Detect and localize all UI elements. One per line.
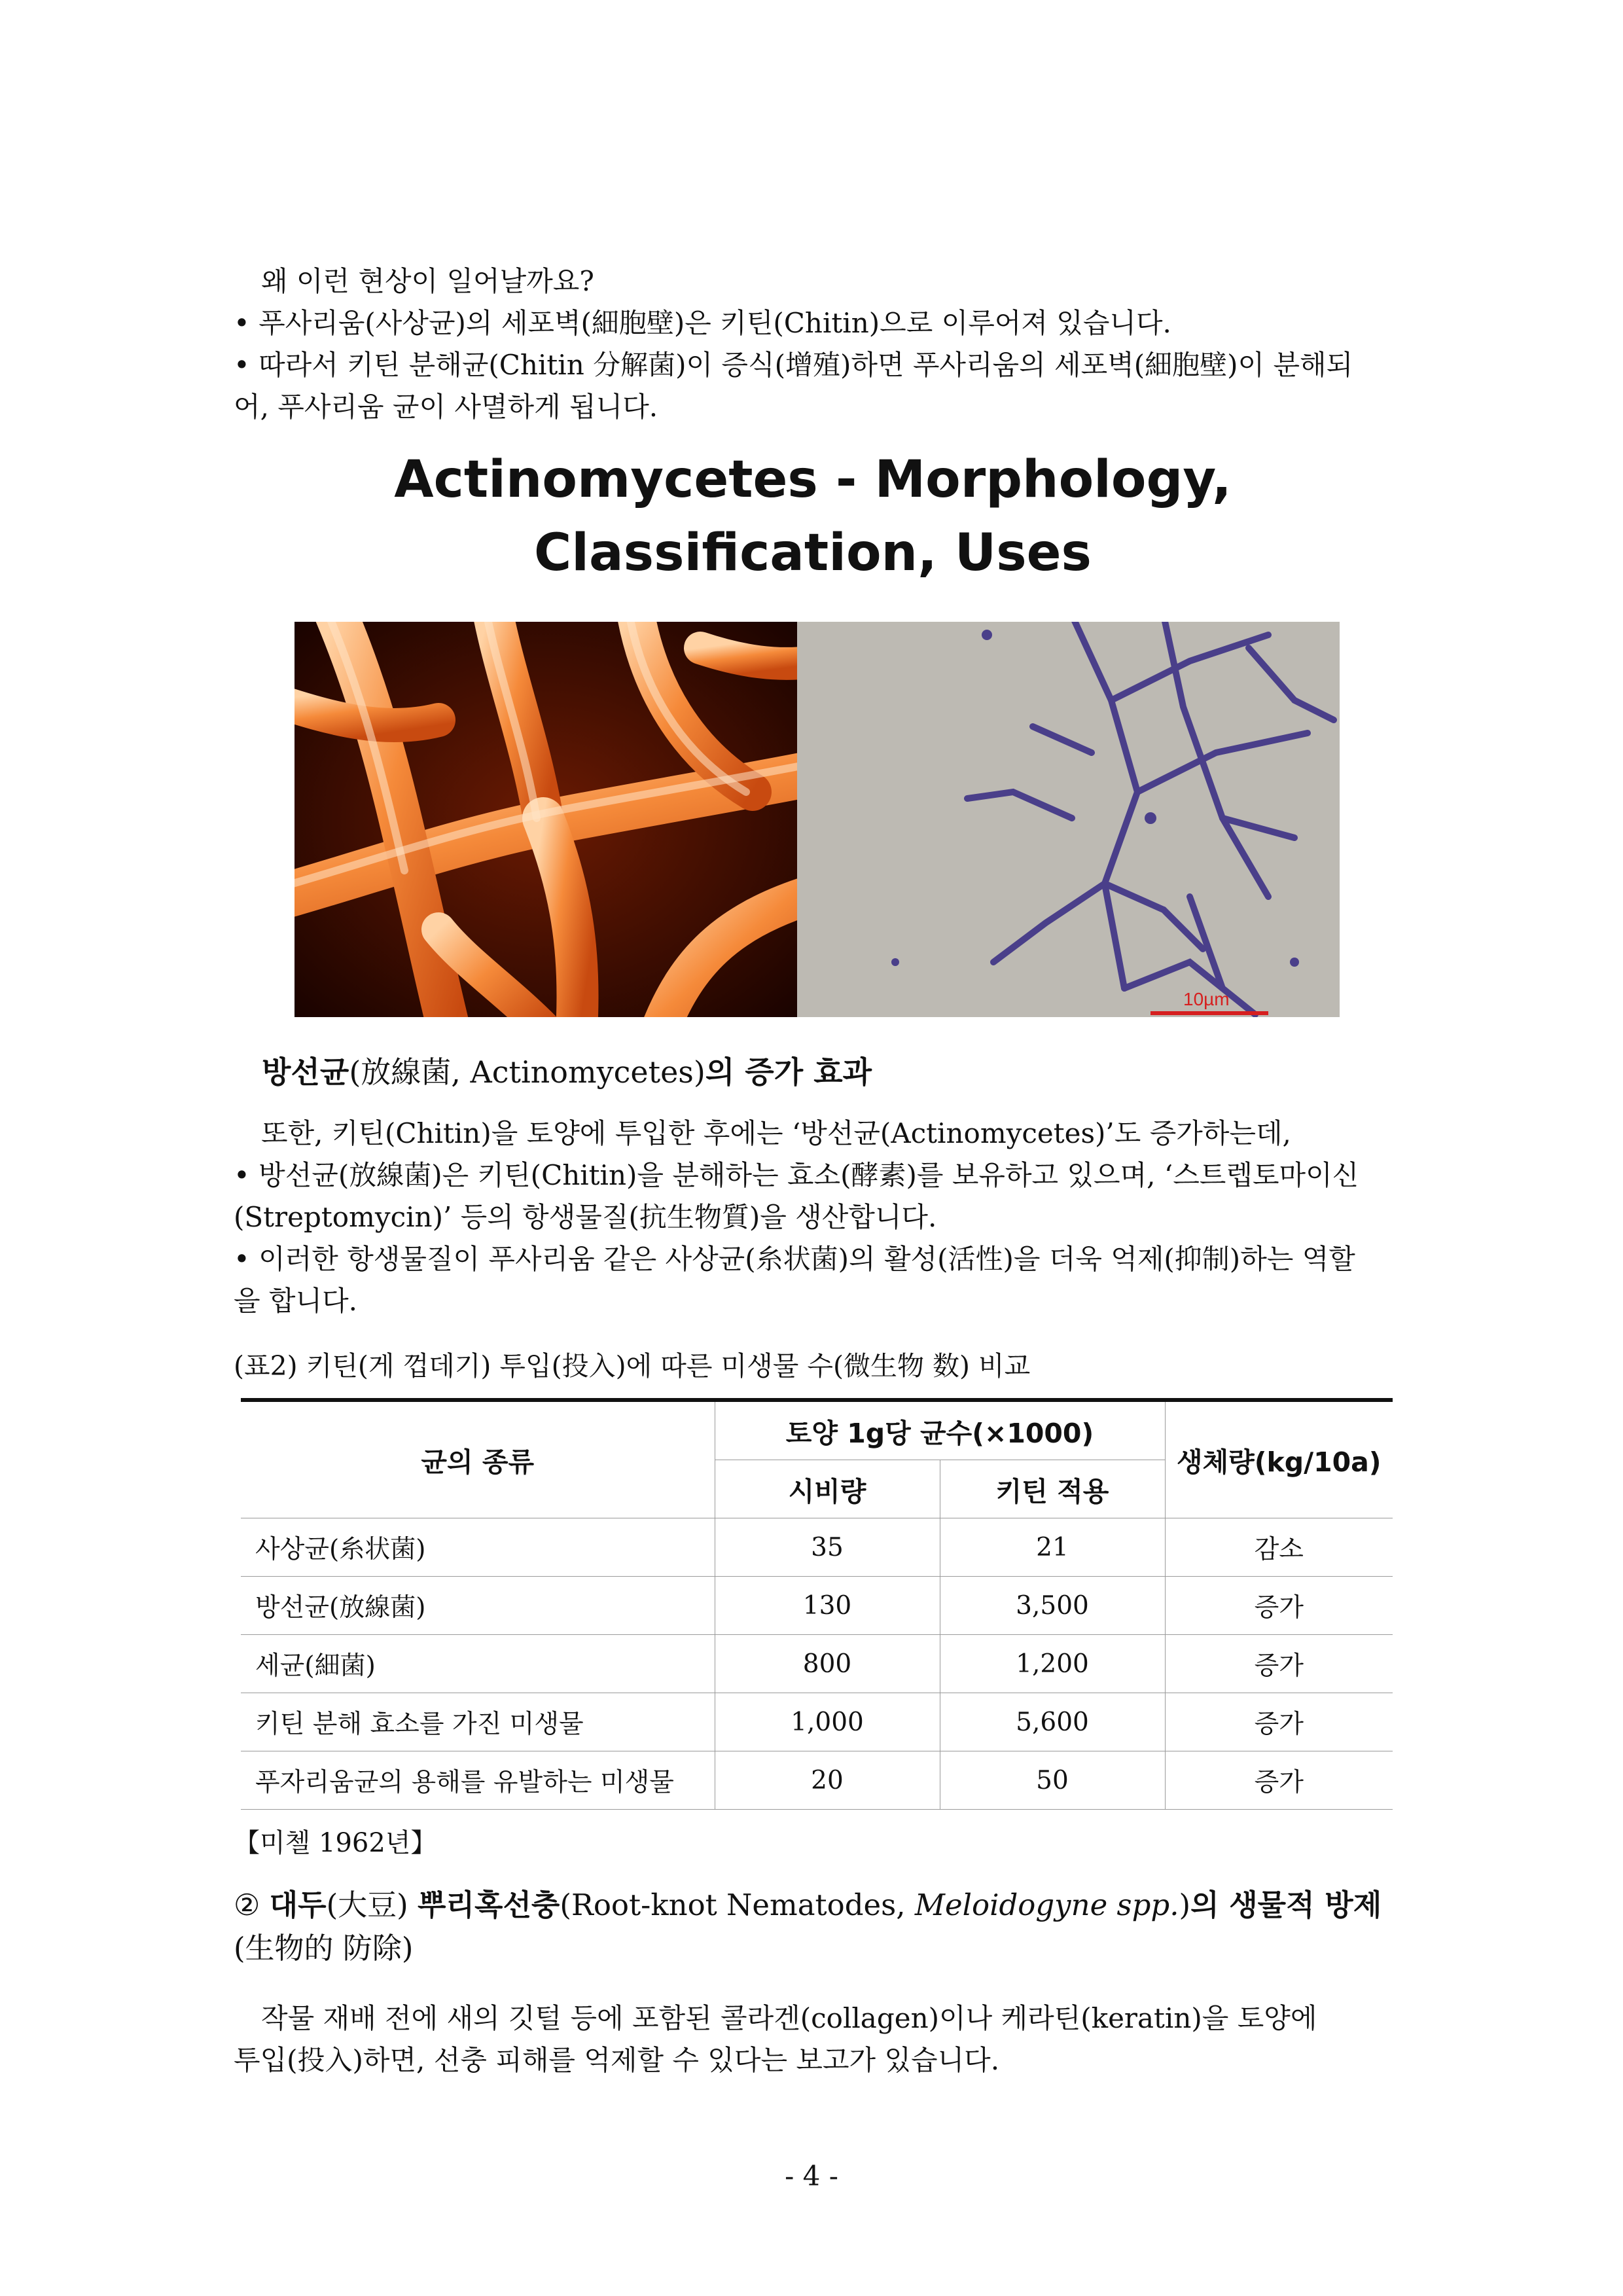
row-biomass: 증가 (1165, 1751, 1393, 1810)
row-fert: 1,000 (715, 1693, 940, 1751)
figure-title-line-2: Classification, Uses (534, 524, 1092, 583)
row-biomass: 증가 (1165, 1635, 1393, 1693)
header-biomass: 생체량(kg/10a) (1165, 1400, 1393, 1518)
intro-bullet-2-line-2: 어, 푸사리움 균이 사멸하게 됩니다. (234, 391, 658, 423)
subsection-bold-2: 뿌리혹선충 (418, 1888, 560, 1922)
row-chitin: 21 (940, 1518, 1165, 1577)
subsection-title (234, 1884, 1392, 1970)
subsection-paragraph-line-1: 작물 재배 전에 새의 깃털 등에 포함된 콜라겐(collagen)이나 케라틴(keratin)을 토양에 (261, 2002, 1317, 2034)
table-caption: (표2) 키틴(게 껍데기) 투입(投入)에 따른 미생물 수(微生物 数) 비교 (234, 1350, 1031, 1382)
intro-question: 왜 이런 현상이 일어날까요? (261, 265, 594, 297)
sem-micrograph-image (294, 622, 797, 1017)
header-count-group: 토양 1g당 균수(×1000) (715, 1400, 1165, 1460)
row-chitin: 1,200 (940, 1635, 1165, 1693)
subsection-bold-3: 의 생물적 방제 (1190, 1888, 1382, 1922)
subsection-bold-1: 대두 (269, 1888, 327, 1922)
section-title-mid: (放線菌, Actinomycetes) (349, 1054, 705, 1090)
table-row (241, 1693, 1393, 1751)
section-bullet-2-line-1: • 이러한 항생물질이 푸사리움 같은 사상균(糸状菌)의 활성(活性)을 더욱 억제(抑制)하는 역할 (234, 1243, 1355, 1275)
sem-filaments-graphic (294, 622, 797, 1017)
section-paragraph: 또한, 키틴(Chitin)을 토양에 투입한 후에는 ‘방선균(Actinomycetes)’도 증가하는데, (261, 1117, 1291, 1149)
section-title-bold-1: 방선균 (262, 1054, 349, 1090)
page-number: - 4 - (785, 2160, 838, 2192)
table-source: 【미첼 1962년】 (234, 1828, 437, 1858)
section-title-bold-2: 의 증가 효과 (705, 1054, 872, 1090)
row-biomass: 증가 (1165, 1577, 1393, 1635)
subsection-line-2: (生物的 防除) (234, 1931, 414, 1965)
row-name: 방선균(放線菌) (241, 1577, 715, 1635)
section-bullet-1-line-1: • 방선균(放線菌)은 키틴(Chitin)을 분해하는 효소(酵素)를 보유하고 있으며, ‘스트렙토마이신 (234, 1159, 1359, 1191)
stained-filaments-graphic (797, 622, 1340, 1017)
row-chitin: 5,600 (940, 1693, 1165, 1751)
subsection-paren-open: (Root-knot Nematodes, (560, 1888, 915, 1922)
row-fert: 130 (715, 1577, 940, 1635)
row-name: 사상균(糸状菌) (241, 1518, 715, 1577)
row-fert: 800 (715, 1635, 940, 1693)
section-bullet-1-line-2: (Streptomycin)’ 등의 항생물질(抗生物質)을 생산합니다. (234, 1201, 937, 1233)
light-micrograph-image (797, 622, 1340, 1017)
intro-bullet-1: • 푸사리움(사상균)의 세포벽(細胞壁)은 키틴(Chitin)으로 이루어져 있습니다. (234, 307, 1171, 339)
header-type: 균의 종류 (241, 1400, 715, 1518)
row-fert: 20 (715, 1751, 940, 1810)
microbe-count-table (241, 1398, 1393, 1810)
header-fert: 시비량 (715, 1460, 940, 1518)
section-bullet-2-line-2: 을 합니다. (234, 1285, 357, 1317)
row-fert: 35 (715, 1518, 940, 1577)
row-biomass: 감소 (1165, 1518, 1393, 1577)
subsection-number: ② (234, 1888, 260, 1922)
table-row (241, 1518, 1393, 1577)
header-chitin: 키틴 적용 (940, 1460, 1165, 1518)
table-header-row-1 (241, 1400, 1393, 1460)
row-chitin: 3,500 (940, 1577, 1165, 1635)
row-name: 푸자리움균의 용해를 유발하는 미생물 (241, 1751, 715, 1810)
subsection-han: (大豆) (326, 1888, 408, 1922)
figure-title-line-1: Actinomycetes - Morphology, (394, 450, 1232, 509)
scale-bar-label: 10µm (1183, 989, 1230, 1009)
intro-bullet-2-line-1: • 따라서 키틴 분해균(Chitin 分解菌)이 증식(增殖)하면 푸사리움의 세포벽(細胞壁)이 분해되 (234, 349, 1353, 381)
row-name: 키틴 분해 효소를 가진 미생물 (241, 1693, 715, 1751)
table-row (241, 1635, 1393, 1693)
row-chitin: 50 (940, 1751, 1165, 1810)
section-title (262, 1051, 872, 1093)
subsection-paren-close: ) (1179, 1888, 1191, 1922)
row-name: 세균(細菌) (241, 1635, 715, 1693)
subsection-paragraph-line-2: 투입(投入)하면, 선충 피해를 억제할 수 있다는 보고가 있습니다. (234, 2044, 1000, 2076)
subsection-species: Meloidogyne spp. (914, 1888, 1179, 1922)
row-biomass: 증가 (1165, 1693, 1393, 1751)
table-row (241, 1577, 1393, 1635)
table-row (241, 1751, 1393, 1810)
